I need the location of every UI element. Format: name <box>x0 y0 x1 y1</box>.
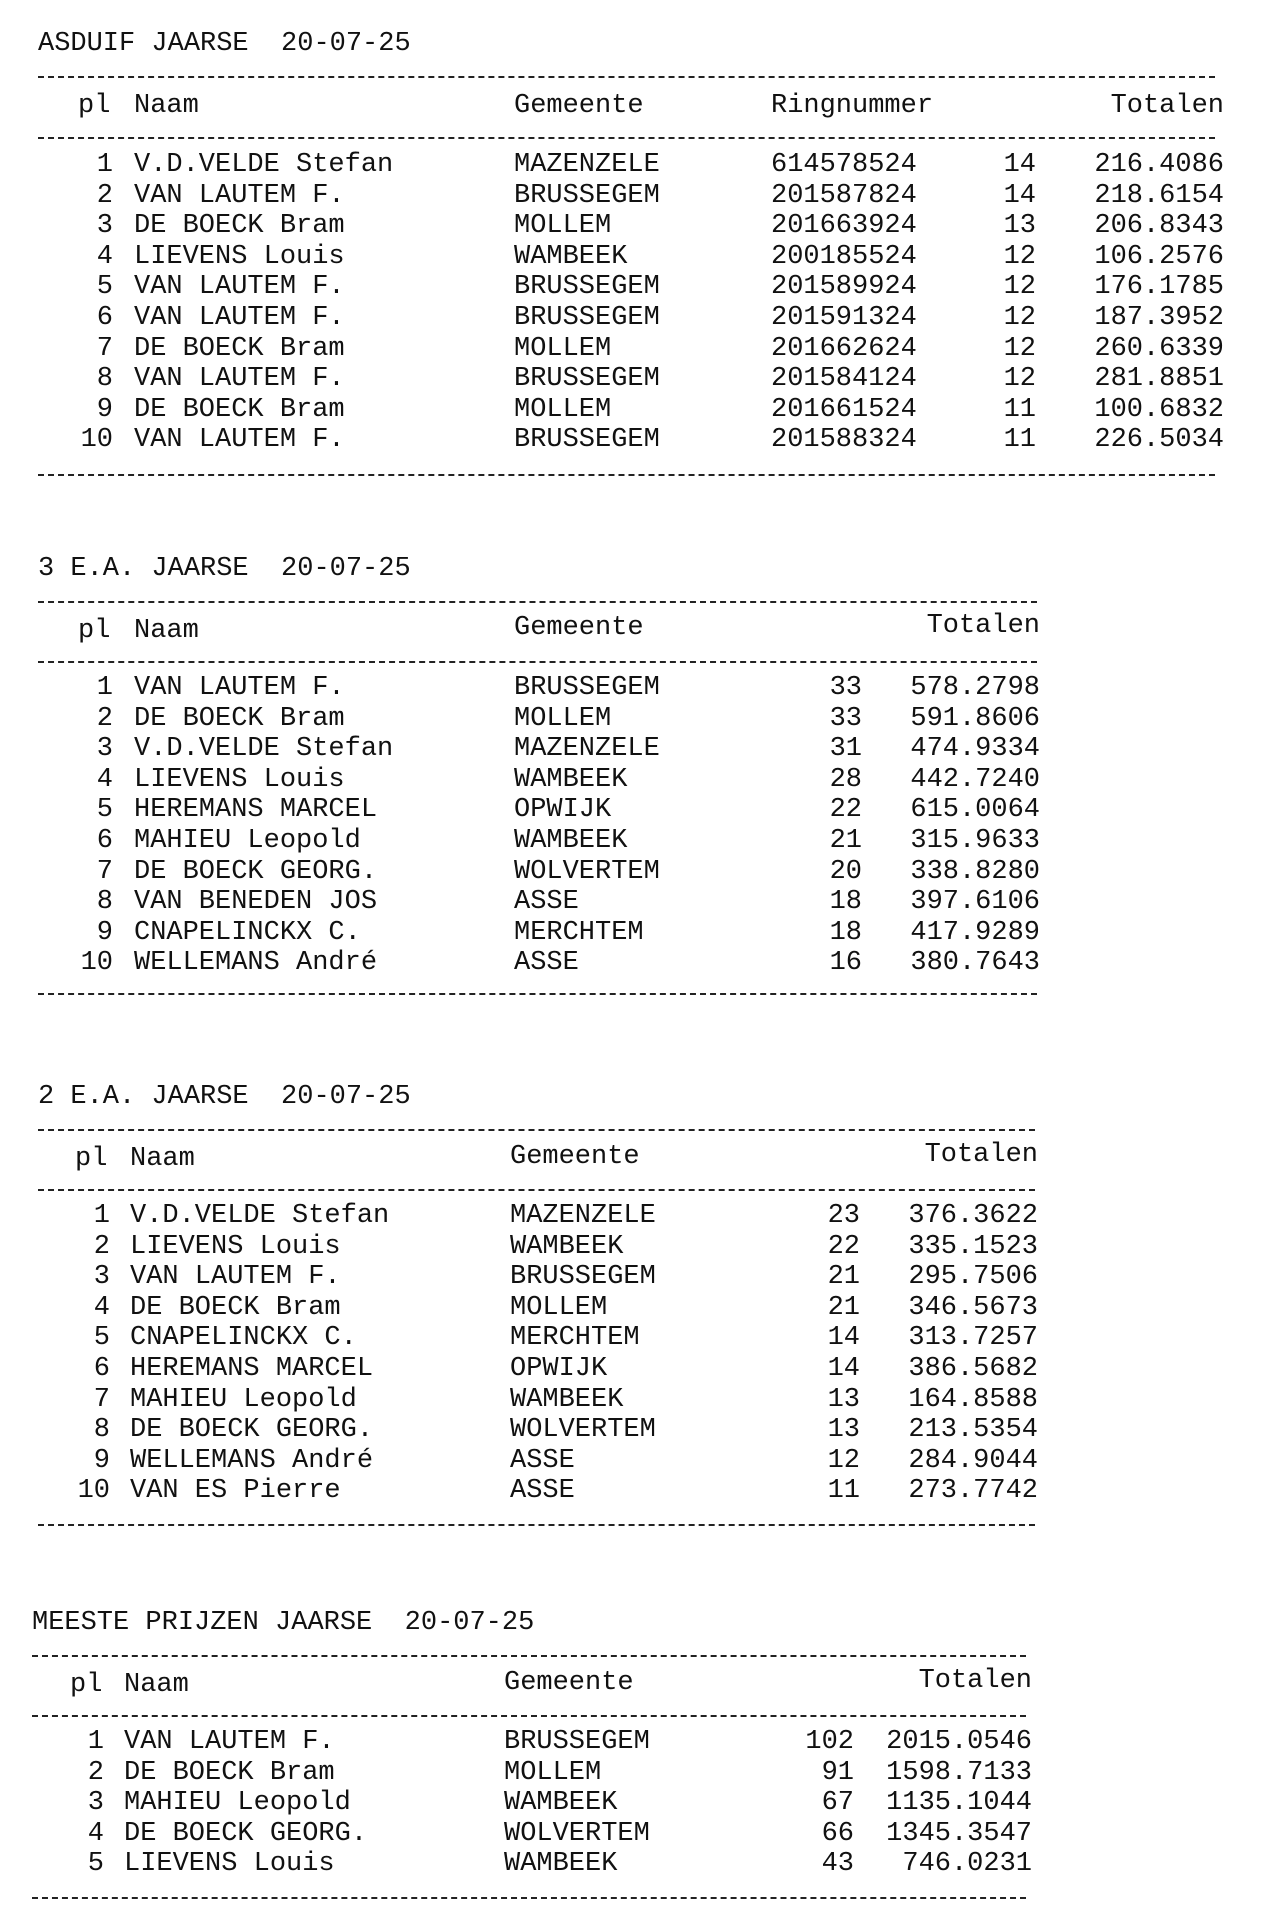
cell-naam: CNAPELINCKX C. <box>130 1323 357 1354</box>
cell-naam: V.D.VELDE Stefan <box>134 734 394 765</box>
cell-naam: VAN LAUTEM F. <box>134 425 345 456</box>
cell-gemeente: BRUSSEGEM <box>514 673 660 703</box>
table-row <box>0 181 1269 212</box>
table-row <box>0 1446 1269 1477</box>
cell-total: 338.8280 <box>910 856 1040 887</box>
cell-pl: 5 <box>93 1323 110 1354</box>
cell-total: 164.8588 <box>908 1384 1038 1415</box>
cell-count: 12 <box>1003 241 1036 272</box>
cell-count: 18 <box>829 887 862 918</box>
cell-total: 591.8606 <box>910 703 1040 734</box>
cell-gemeente: MAZENZELE <box>514 150 660 180</box>
table-row <box>0 704 1269 735</box>
cell-gemeente: BRUSSEGEM <box>510 1262 656 1293</box>
cell-gemeente: MAZENZELE <box>510 1201 656 1231</box>
cell-count: 21 <box>827 1262 860 1293</box>
cell-total: 1135.1044 <box>886 1788 1032 1819</box>
cell-ringnummer: 614578524 <box>771 150 917 180</box>
header-totalen: Totalen <box>1110 91 1224 121</box>
cell-pl: 10 <box>77 1476 110 1507</box>
cell-gemeente: OPWIJK <box>510 1354 608 1384</box>
divider <box>32 1655 1026 1657</box>
cell-pl: 9 <box>96 394 113 425</box>
section-title: 2 E.A. JAARSE 20-07-25 <box>38 1082 411 1112</box>
table-row <box>0 1232 1269 1263</box>
cell-total: 100.6832 <box>1094 394 1224 425</box>
divider <box>38 601 1037 603</box>
cell-gemeente: WAMBEEK <box>510 1231 624 1262</box>
cell-gemeente: ASSE <box>514 948 579 979</box>
cell-naam: VAN LAUTEM F. <box>134 303 345 333</box>
cell-total: 2015.0546 <box>886 1727 1032 1757</box>
divider <box>38 76 1215 78</box>
cell-naam: VAN LAUTEM F. <box>134 180 345 211</box>
cell-naam: DE BOECK GEORG. <box>124 1818 368 1849</box>
cell-naam: LIEVENS Louis <box>130 1231 341 1262</box>
cell-naam: DE BOECK Bram <box>134 394 345 425</box>
cell-naam: MAHIEU Leopold <box>134 826 361 856</box>
cell-gemeente: ASSE <box>510 1476 575 1507</box>
cell-naam: VAN LAUTEM F. <box>134 673 345 703</box>
header-ringnummer: Ringnummer <box>771 91 934 121</box>
cell-pl: 8 <box>96 887 113 918</box>
cell-pl: 1 <box>93 1201 110 1231</box>
cell-naam: VAN LAUTEM F. <box>124 1727 335 1757</box>
table-row <box>0 303 1269 334</box>
cell-total: 417.9289 <box>910 917 1040 948</box>
cell-naam: LIEVENS Louis <box>124 1849 335 1880</box>
cell-count: 33 <box>829 703 862 734</box>
header-totalen: Totalen <box>924 1140 1038 1170</box>
table-row <box>0 734 1269 765</box>
cell-total: 176.1785 <box>1094 272 1224 303</box>
section-title: 3 E.A. JAARSE 20-07-25 <box>38 554 411 584</box>
cell-gemeente: BRUSSEGEM <box>514 303 660 333</box>
cell-count: 23 <box>827 1201 860 1231</box>
cell-count: 13 <box>827 1384 860 1415</box>
header-pl: pl <box>78 91 111 121</box>
cell-total: 376.3622 <box>908 1201 1038 1231</box>
cell-total: 746.0231 <box>902 1849 1032 1880</box>
table-row <box>0 887 1269 918</box>
cell-total: 315.9633 <box>910 826 1040 856</box>
cell-gemeente: OPWIJK <box>514 795 612 826</box>
cell-naam: DE BOECK Bram <box>134 703 345 734</box>
cell-ringnummer: 201661524 <box>771 394 917 425</box>
cell-naam: DE BOECK Bram <box>134 333 345 364</box>
cell-naam: VAN LAUTEM F. <box>130 1262 341 1293</box>
cell-pl: 8 <box>96 364 113 395</box>
cell-pl: 3 <box>93 1262 110 1293</box>
cell-gemeente: WAMBEEK <box>514 826 628 856</box>
cell-pl: 5 <box>96 272 113 303</box>
table-row <box>0 150 1269 181</box>
cell-pl: 2 <box>87 1757 104 1788</box>
cell-naam: CNAPELINCKX C. <box>134 917 361 948</box>
cell-count: 11 <box>827 1476 860 1507</box>
cell-naam: DE BOECK Bram <box>134 211 345 242</box>
cell-count: 66 <box>821 1818 854 1849</box>
cell-naam: DE BOECK GEORG. <box>130 1415 374 1446</box>
table-row <box>0 272 1269 303</box>
header-gemeente: Gemeente <box>510 1142 640 1172</box>
cell-count: 14 <box>1003 150 1036 180</box>
cell-total: 281.8851 <box>1094 364 1224 395</box>
cell-pl: 7 <box>96 856 113 887</box>
cell-gemeente: WAMBEEK <box>504 1849 618 1880</box>
cell-pl: 5 <box>96 795 113 826</box>
cell-gemeente: MERCHTEM <box>514 917 644 948</box>
cell-count: 11 <box>1003 394 1036 425</box>
cell-naam: VAN BENEDEN JOS <box>134 887 378 918</box>
table-row <box>0 1415 1269 1446</box>
cell-pl: 2 <box>93 1231 110 1262</box>
cell-pl: 7 <box>93 1384 110 1415</box>
table-row <box>0 826 1269 857</box>
cell-count: 12 <box>1003 272 1036 303</box>
table-row <box>0 425 1269 456</box>
cell-count: 13 <box>827 1415 860 1446</box>
cell-count: 31 <box>829 734 862 765</box>
cell-ringnummer: 201584124 <box>771 364 917 395</box>
cell-gemeente: WOLVERTEM <box>510 1415 656 1446</box>
header-pl: pl <box>75 1144 108 1174</box>
cell-gemeente: BRUSSEGEM <box>514 364 660 395</box>
cell-pl: 4 <box>96 764 113 795</box>
cell-naam: VAN LAUTEM F. <box>134 272 345 303</box>
cell-total: 106.2576 <box>1094 241 1224 272</box>
cell-total: 386.5682 <box>908 1354 1038 1384</box>
cell-gemeente: WOLVERTEM <box>514 856 660 887</box>
header-naam: Naam <box>130 1144 195 1174</box>
table-row <box>0 211 1269 242</box>
cell-count: 21 <box>829 826 862 856</box>
cell-total: 284.9044 <box>908 1445 1038 1476</box>
cell-naam: V.D.VELDE Stefan <box>130 1201 390 1231</box>
cell-gemeente: MOLLEM <box>504 1757 602 1788</box>
table-row <box>0 1758 1269 1789</box>
table-row <box>0 242 1269 273</box>
header-naam: Naam <box>124 1670 189 1700</box>
cell-pl: 3 <box>96 734 113 765</box>
cell-pl: 1 <box>96 673 113 703</box>
divider <box>32 1897 1026 1899</box>
cell-gemeente: BRUSSEGEM <box>514 425 660 456</box>
cell-ringnummer: 201662624 <box>771 333 917 364</box>
header-gemeente: Gemeente <box>514 613 644 643</box>
cell-pl: 2 <box>96 703 113 734</box>
header-totalen: Totalen <box>926 611 1040 641</box>
cell-count: 22 <box>829 795 862 826</box>
cell-total: 442.7240 <box>910 764 1040 795</box>
table-row <box>0 795 1269 826</box>
cell-pl: 7 <box>96 333 113 364</box>
cell-total: 295.7506 <box>908 1262 1038 1293</box>
cell-gemeente: BRUSSEGEM <box>504 1727 650 1757</box>
cell-naam: DE BOECK GEORG. <box>134 856 378 887</box>
cell-count: 20 <box>829 856 862 887</box>
table-row <box>0 1201 1269 1232</box>
cell-gemeente: MOLLEM <box>514 211 612 242</box>
cell-count: 14 <box>827 1323 860 1354</box>
cell-pl: 4 <box>93 1292 110 1323</box>
cell-count: 14 <box>827 1354 860 1384</box>
table-row <box>0 918 1269 949</box>
divider <box>32 1715 1026 1717</box>
cell-gemeente: WAMBEEK <box>514 241 628 272</box>
cell-count: 12 <box>827 1445 860 1476</box>
cell-ringnummer: 201591324 <box>771 303 917 333</box>
cell-naam: MAHIEU Leopold <box>124 1788 351 1819</box>
cell-gemeente: MOLLEM <box>514 703 612 734</box>
table-row <box>0 1293 1269 1324</box>
cell-pl: 3 <box>96 211 113 242</box>
cell-count: 11 <box>1003 425 1036 456</box>
cell-naam: LIEVENS Louis <box>134 241 345 272</box>
cell-count: 102 <box>805 1727 854 1757</box>
cell-total: 226.5034 <box>1094 425 1224 456</box>
cell-naam: WELLEMANS André <box>130 1445 374 1476</box>
cell-count: 33 <box>829 673 862 703</box>
header-naam: Naam <box>134 616 199 646</box>
cell-gemeente: MOLLEM <box>514 394 612 425</box>
cell-count: 14 <box>1003 180 1036 211</box>
cell-count: 43 <box>821 1849 854 1880</box>
divider <box>38 993 1037 995</box>
cell-naam: V.D.VELDE Stefan <box>134 150 394 180</box>
section-title: ASDUIF JAARSE 20-07-25 <box>38 29 411 59</box>
cell-ringnummer: 201663924 <box>771 211 917 242</box>
cell-pl: 3 <box>87 1788 104 1819</box>
cell-pl: 6 <box>93 1354 110 1384</box>
table-row <box>0 1788 1269 1819</box>
divider <box>38 1524 1035 1526</box>
table-row <box>0 364 1269 395</box>
table-row <box>0 1727 1269 1758</box>
cell-count: 67 <box>821 1788 854 1819</box>
cell-naam: LIEVENS Louis <box>134 764 345 795</box>
cell-pl: 10 <box>80 948 113 979</box>
cell-ringnummer: 201588324 <box>771 425 917 456</box>
cell-total: 346.5673 <box>908 1292 1038 1323</box>
cell-pl: 9 <box>93 1445 110 1476</box>
divider <box>38 1189 1035 1191</box>
header-pl: pl <box>78 616 111 646</box>
cell-count: 18 <box>829 917 862 948</box>
cell-total: 1345.3547 <box>886 1818 1032 1849</box>
cell-naam: VAN ES Pierre <box>130 1476 341 1507</box>
cell-ringnummer: 200185524 <box>771 241 917 272</box>
cell-gemeente: WAMBEEK <box>510 1384 624 1415</box>
cell-gemeente: BRUSSEGEM <box>514 272 660 303</box>
cell-total: 213.5354 <box>908 1415 1038 1446</box>
cell-gemeente: BRUSSEGEM <box>514 180 660 211</box>
table-row <box>0 1323 1269 1354</box>
cell-pl: 6 <box>96 826 113 856</box>
cell-ringnummer: 201587824 <box>771 180 917 211</box>
cell-pl: 8 <box>93 1415 110 1446</box>
cell-naam: DE BOECK Bram <box>130 1292 341 1323</box>
cell-pl: 1 <box>87 1727 104 1757</box>
cell-total: 260.6339 <box>1094 333 1224 364</box>
cell-gemeente: ASSE <box>510 1445 575 1476</box>
cell-total: 397.6106 <box>910 887 1040 918</box>
cell-total: 218.6154 <box>1094 180 1224 211</box>
cell-count: 13 <box>1003 211 1036 242</box>
cell-count: 91 <box>821 1757 854 1788</box>
divider <box>38 661 1037 663</box>
cell-naam: HEREMANS MARCEL <box>130 1354 374 1384</box>
cell-total: 1598.7133 <box>886 1757 1032 1788</box>
cell-pl: 6 <box>96 303 113 333</box>
cell-gemeente: ASSE <box>514 887 579 918</box>
cell-gemeente: MERCHTEM <box>510 1323 640 1354</box>
table-row <box>0 673 1269 704</box>
cell-total: 273.7742 <box>908 1476 1038 1507</box>
cell-total: 313.7257 <box>908 1323 1038 1354</box>
cell-pl: 10 <box>80 425 113 456</box>
table-row <box>0 334 1269 365</box>
cell-gemeente: MOLLEM <box>510 1292 608 1323</box>
cell-gemeente: WAMBEEK <box>514 764 628 795</box>
table-row <box>0 1385 1269 1416</box>
cell-gemeente: WAMBEEK <box>504 1788 618 1819</box>
table-row <box>0 948 1269 979</box>
cell-gemeente: WOLVERTEM <box>504 1818 650 1849</box>
table-row <box>0 1354 1269 1385</box>
header-naam: Naam <box>134 91 199 121</box>
cell-pl: 1 <box>96 150 113 180</box>
cell-naam: WELLEMANS André <box>134 948 378 979</box>
cell-pl: 2 <box>96 180 113 211</box>
cell-count: 12 <box>1003 303 1036 333</box>
cell-count: 12 <box>1003 333 1036 364</box>
cell-count: 22 <box>827 1231 860 1262</box>
table-row <box>0 1262 1269 1293</box>
cell-total: 335.1523 <box>908 1231 1038 1262</box>
cell-total: 187.3952 <box>1094 303 1224 333</box>
divider <box>38 1129 1035 1131</box>
header-pl: pl <box>70 1670 103 1700</box>
cell-total: 615.0064 <box>910 795 1040 826</box>
cell-count: 28 <box>829 764 862 795</box>
divider <box>38 474 1215 476</box>
header-gemeente: Gemeente <box>514 91 644 121</box>
cell-total: 474.9334 <box>910 734 1040 765</box>
section-title: MEESTE PRIJZEN JAARSE 20-07-25 <box>32 1608 535 1638</box>
divider <box>38 137 1215 139</box>
cell-naam: VAN LAUTEM F. <box>134 364 345 395</box>
cell-gemeente: MAZENZELE <box>514 734 660 765</box>
header-totalen: Totalen <box>918 1666 1032 1696</box>
cell-count: 12 <box>1003 364 1036 395</box>
cell-total: 380.7643 <box>910 948 1040 979</box>
table-row <box>0 1476 1269 1507</box>
cell-pl: 5 <box>87 1849 104 1880</box>
cell-pl: 4 <box>96 241 113 272</box>
table-row <box>0 765 1269 796</box>
cell-count: 16 <box>829 948 862 979</box>
cell-naam: MAHIEU Leopold <box>130 1384 357 1415</box>
cell-total: 578.2798 <box>910 673 1040 703</box>
header-gemeente: Gemeente <box>504 1668 634 1698</box>
table-row <box>0 1849 1269 1880</box>
cell-naam: DE BOECK Bram <box>124 1757 335 1788</box>
cell-naam: HEREMANS MARCEL <box>134 795 378 826</box>
table-row <box>0 857 1269 888</box>
table-row <box>0 395 1269 426</box>
cell-total: 216.4086 <box>1094 150 1224 180</box>
cell-pl: 9 <box>96 917 113 948</box>
cell-total: 206.8343 <box>1094 211 1224 242</box>
cell-ringnummer: 201589924 <box>771 272 917 303</box>
table-row <box>0 1819 1269 1850</box>
cell-gemeente: MOLLEM <box>514 333 612 364</box>
cell-pl: 4 <box>87 1818 104 1849</box>
cell-count: 21 <box>827 1292 860 1323</box>
